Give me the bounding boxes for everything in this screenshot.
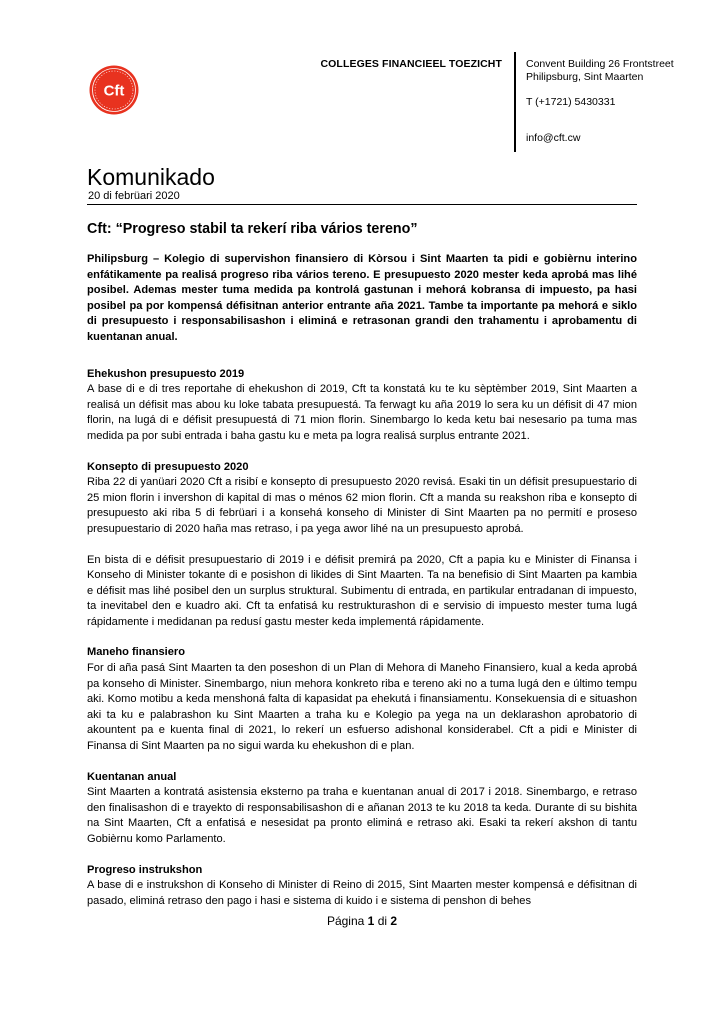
section-paragraph: A base di e di tres reportahe di ehekushon di 2019, Cft ta konstatá ku te ku sèptèmber 2019, Sint Maarten a realisá un défisit mas abou ku loke tabata presupuestá. Ta ferwagt ku aña 2019 lo sera ku un défisit di 47 mion florin, na lugá di e défisit presupuestá di 71 mion florin. Sinembargo lo keda ketu bai nesesario pa tuma mas medida pa por subi entrada i baha gastu ku e meta pa logra realisá surplus entrante 2021. — [87, 383, 637, 442]
document-title: Komunikado — [87, 164, 215, 190]
page-label: Página — [326, 914, 365, 928]
section-paragraph: Sint Maarten a kontratá asistensia eksterno pa traha e kuentanan anual di 2017 i 2018. Sinembargo, e retraso den finalisashon di e trayekto di responsabilisashon di e añanan 2013 te ku 2018 ta keda. Durante di su bishita na Sint Maarten, Cft a enfatisá e nesesidat pa pronto eliminá e retraso aki. Esaki ta rekerí akshon di tantu Gobièrnu komo Parlamento. — [87, 786, 637, 845]
header-divider — [514, 52, 516, 152]
phone-number: T (+1721) 5430331 — [526, 96, 616, 108]
page-total: 2 — [390, 914, 398, 928]
page-number: 1 — [367, 914, 375, 928]
page-of: di — [377, 914, 388, 928]
section-title: Ehekushon presupuesto 2019 — [87, 367, 245, 380]
page-footer — [0, 914, 724, 928]
section-title: Konsepto di presupuesto 2020 — [87, 460, 249, 473]
section-paragraph: A base di e instrukshon di Konseho di Minister di Reino di 2015, Sint Maarten mester kompensá e défisitnan di pasado, eliminá retraso den pago i hasi e sistema di kuido i e sistema di penshon di behes — [87, 879, 637, 907]
logo-text: Cft — [103, 82, 125, 100]
body-content — [87, 252, 637, 924]
press-release-heading: Cft: “Progreso stabil ta rekerí riba vários tereno” — [87, 221, 418, 237]
document-date: 20 di febrüari 2020 — [88, 190, 180, 202]
section-paragraph: For di aña pasá Sint Maarten ta den poseshon di un Plan di Mehora di Maneho Finansiero, kual a keda aprobá pa konseho di Minister. Sinembargo, niun mehora konkreto riba e tereno aki no a tuma lugá den e último tempu aki. Komo motibu a keda menshoná falta di kapasidat pa ehekutá i finansiamentu. Konsekuensia di e situashon aki ta ku e palabrashon ku Sint Maarten a traha ku e Kolegio pa yega na un deklarashon aprobatorio di akountent pa e kuenta final di 2021, lo rekerí un esfuerso adishonal konsiderabel. Cft a pidi e Minister di Finansa di Sint Maarten pa no sigui warda ku ehekushon di e plan. — [87, 662, 637, 753]
title-rule — [87, 204, 637, 205]
section-title: Progreso instrukshon — [87, 863, 203, 876]
section-title: Kuentanan anual — [87, 770, 177, 783]
section-title: Maneho finansiero — [87, 646, 186, 659]
intro-paragraph: Philipsburg – Kolegio di supervishon finansiero di Kòrsou i Sint Maarten ta pidi e gobièrnu interino enfátikamente pa realisá progreso riba vários tereno. E presupuesto 2020 mester keda aprobá mas lihé posibel. Ademas mester tuma medida pa kontrolá gastunan i mehorá kobransa di impuesto, pa hasi posibel pa por kompensá défisitnan anterior entrante aña 2021. Tambe ta importante pa mehorá e siklo di presupuesto i responsabilisashon i eliminá e retrasonan grandi den trahamentu i aprobamentu di kuentanan anual. — [87, 253, 637, 343]
address-line-2: Philipsburg, Sint Maarten — [526, 71, 644, 83]
section-paragraph: Riba 22 di yanüari 2020 Cft a risibí e konsepto di presupuesto 2020 revisá. Esaki tin un défisit presupuestario di 25 mion florin i invershon di kapital di mas o ménos 62 mion florin. Cft a manda su reakshon riba e konsepto di presupuesto aki riba 5 di febrüari i a konsehá konseho di Minister di Sint Maarten pa no permití e proseso presupuestario di 2020 haña mas retraso, i pa yega awor lihé na un presupuesto aprobá. — [87, 476, 637, 535]
cft-logo — [88, 64, 140, 116]
org-name: COLLEGES FINANCIEEL TOEZICHT — [320, 58, 502, 70]
address-line-1: Convent Building 26 Frontstreet — [526, 58, 674, 70]
email-address: info@cft.cw — [526, 132, 581, 144]
section-paragraph: En bista di e défisit presupuestario di 2019 i e défisit premirá pa 2020, Cft a papia ku e Minister di Finansa i Konseho di Minister tokante di e posishon di likides di Sint Maarten. Ta na benefisio di Sint Maarten pa kambia e défisit mas lihé posibel den un surplus struktural. Subimentu di entrada, en partikular entradanan di impuesto, ta inevitabel den e kuadro aki. Cft ta enfatisá ku restrukturashon di e servisio di impuesto mester tuma lugá rápidamente i medidanan pa redusí gastu mester keda implementá rápidamente. — [87, 553, 637, 628]
